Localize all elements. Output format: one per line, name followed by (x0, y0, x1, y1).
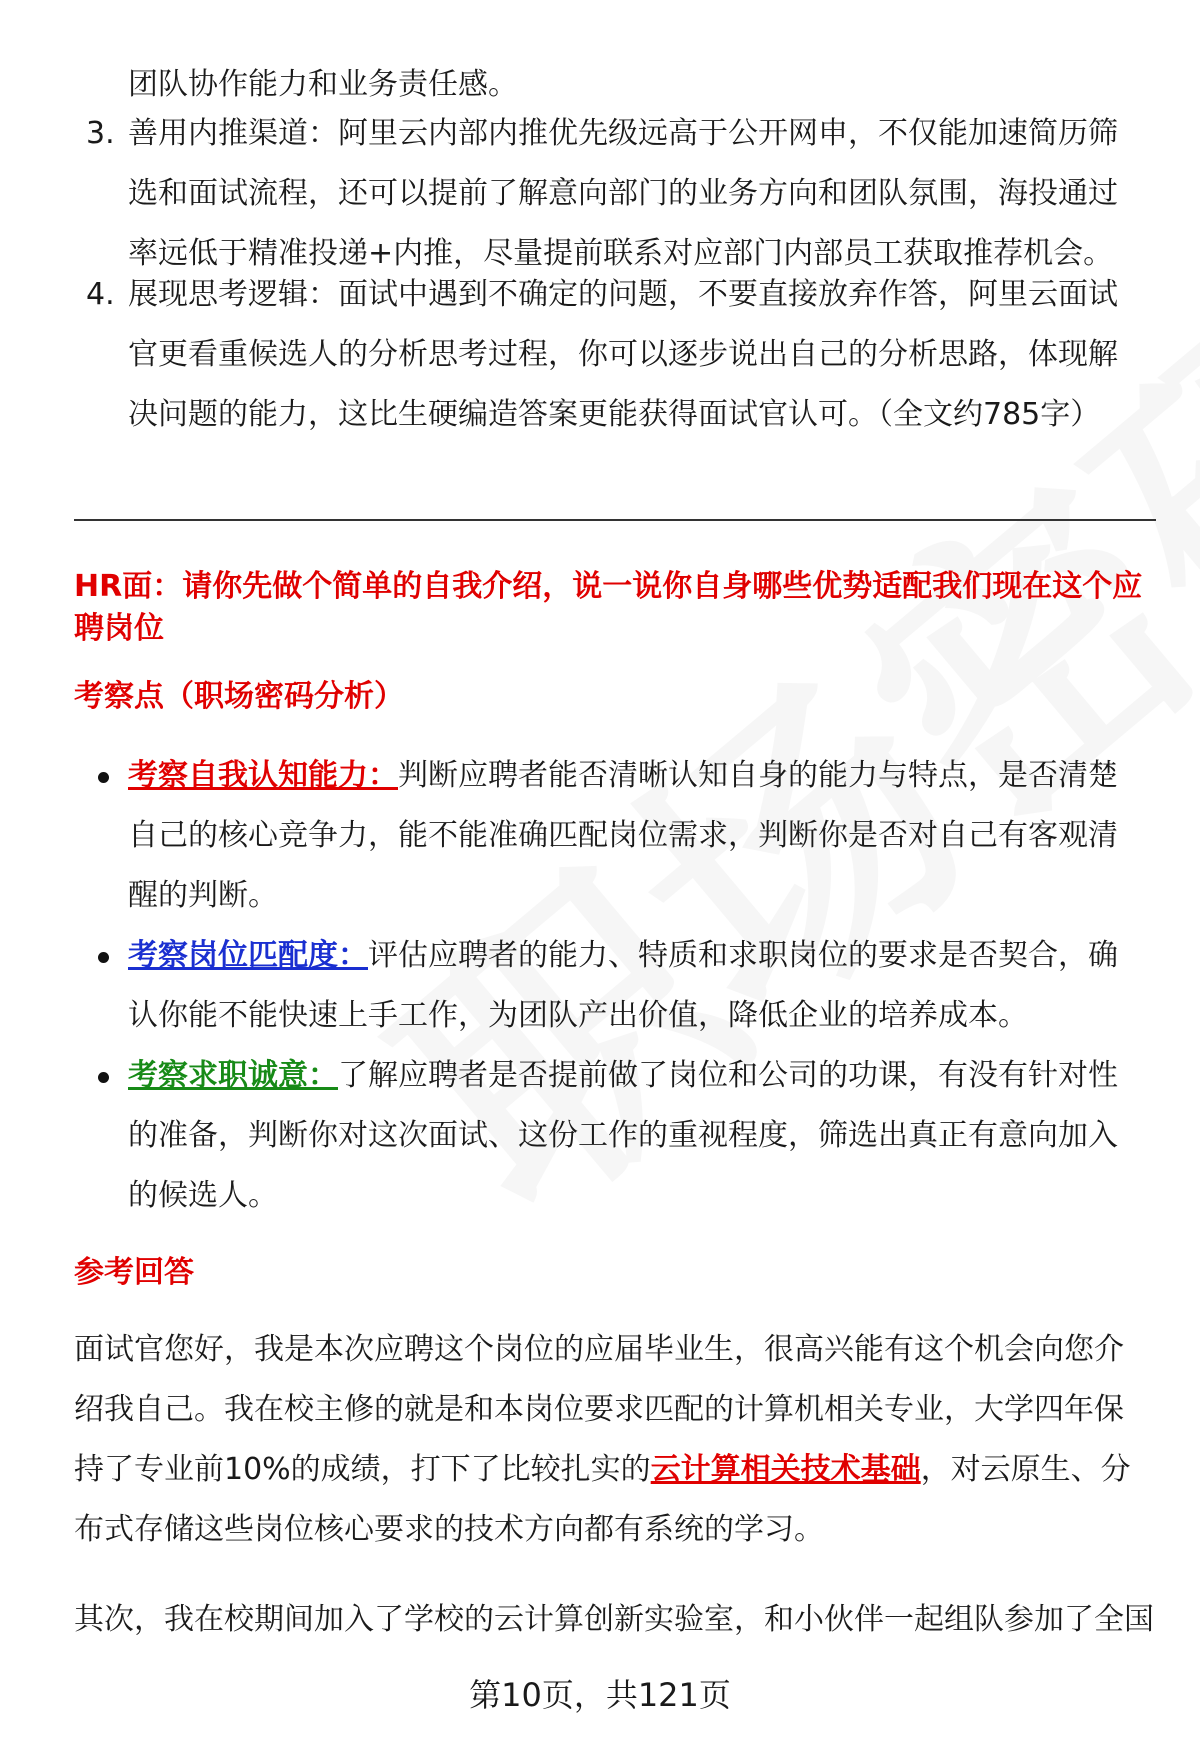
assessment-text: 评估应聘者的能力、特质和求职岗位的要求是否契合，确认你能不能快速上手工作，为团队产出价值，降低企业的培养成本。 (128, 938, 1118, 1033)
hr-question-heading: HR面：请你先做个简单的自我介绍，说一说你自身哪些优势适配我们现在这个应聘岗位 (74, 569, 1143, 646)
assessment-item (74, 1046, 1144, 1226)
list-item-3 (74, 104, 1134, 284)
list-item-4 (74, 265, 1134, 445)
assessment-text: 了解应聘者是否提前做了岗位和公司的功课，有没有针对性的准备，判断你对这次面试、这份工作的重视程度，筛选出真正有意向加入的候选人。 (128, 1058, 1118, 1213)
section-divider (74, 519, 1156, 521)
assessment-item (74, 926, 1144, 1046)
bullet-dot (98, 952, 109, 963)
answer-paragraph-2: 其次，我在校期间加入了学校的云计算创新实验室，和小伙伴一起组队参加了全国 (74, 1602, 1154, 1637)
assessment-label: 考察自我认知能力： (128, 758, 398, 793)
answer-paragraph (74, 1320, 1144, 1560)
assessment-list (74, 746, 1144, 1226)
bullet-dot (98, 1072, 109, 1083)
list-continuation: 团队协作能力和业务责任感。 (128, 67, 518, 102)
list-text: 善用内推渠道：阿里云内部内推优先级远高于公开网申，不仅能加速简历筛选和面试流程，还可以提前了解意向部门的业务方向和团队氛围，海投通过率远低于精准投递+内推，尽量提前联系对应部门内部员工获取推荐机会。 (128, 116, 1118, 271)
assessment-label: 考察岗位匹配度： (128, 938, 368, 973)
answer-text: ，对云原生、分布式存储这些岗位核心要求的技术方向都有系统的学习。 (74, 1452, 1131, 1547)
assessment-item (74, 746, 1144, 926)
answer-highlight: 云计算相关技术基础 (650, 1452, 921, 1487)
list-number: 3. (86, 116, 115, 151)
answer-heading: 参考回答 (74, 1255, 194, 1290)
assessment-text: 判断应聘者能否清晰认知自身的能力与特点，是否清楚自己的核心竞争力，能不能准确匹配岗位需求，判断你是否对自己有客观清醒的判断。 (128, 758, 1118, 913)
list-text: 展现思考逻辑：面试中遇到不确定的问题，不要直接放弃作答，阿里云面试官更看重候选人的分析思考过程，你可以逐步说出自己的分析思路，体现解决问题的能力，这比生硬编造答案更能获得面试官认可。（全文约785字） (128, 277, 1118, 432)
bullet-dot (98, 772, 109, 783)
answer-text: 面试官您好，我是本次应聘这个岗位的应届毕业生，很高兴能有这个机会向您介绍我自己。我在校主修的就是和本岗位要求匹配的计算机相关专业，大学四年保持了专业前10%的成绩，打下了比较扎实的 (74, 1332, 1124, 1487)
assessment-label: 考察求职诚意： (128, 1058, 338, 1093)
page-footer: 第10页，共121页 (469, 1676, 731, 1714)
list-number: 4. (86, 277, 115, 312)
assessment-heading: 考察点（职场密码分析） (74, 679, 404, 714)
